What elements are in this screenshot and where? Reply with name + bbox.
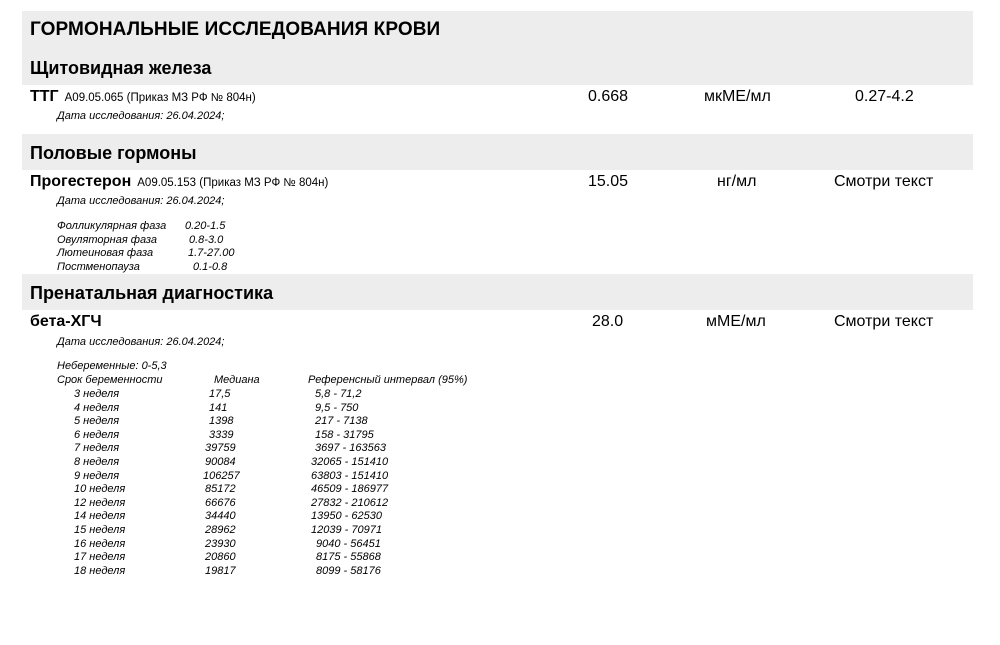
- week-cell: 14 неделя: [74, 510, 126, 523]
- week-cell: 9 неделя: [74, 469, 120, 482]
- range-cell: 3697 - 163563: [315, 442, 386, 455]
- table-row: [0, 456, 600, 470]
- median-cell: 20860: [205, 551, 236, 564]
- median-cell: 66676: [205, 496, 236, 509]
- week-cell: 15 неделя: [74, 524, 126, 536]
- range-cell: 27832 - 210612: [311, 496, 389, 509]
- median-cell: 106257: [203, 469, 240, 482]
- median-cell: 23930: [205, 537, 236, 550]
- phase-range: 1.7-27.00: [188, 247, 235, 259]
- phase-range: 0.1-0.8: [193, 261, 228, 273]
- table-row: [0, 565, 600, 579]
- table-row: [0, 524, 600, 538]
- table-row: [0, 551, 600, 565]
- median-cell: 17,5: [209, 388, 231, 400]
- test-name-tsh-label: ТТГ: [30, 88, 59, 105]
- table-row: [0, 429, 600, 443]
- reference-bhcg: Смотри текст: [834, 313, 934, 330]
- range-cell: 13950 - 62530: [311, 510, 382, 523]
- table-row: [0, 483, 600, 497]
- range-cell: 9,5 - 750: [315, 401, 359, 414]
- table-header-cell: Срок беременности: [57, 374, 163, 386]
- range-cell: 158 - 31795: [315, 428, 374, 441]
- table-row: [0, 497, 600, 511]
- week-cell: 12 неделя: [74, 496, 126, 509]
- section-title-thyroid: Щитовидная железа: [30, 58, 212, 78]
- section-title-sex-hormones: Половые гормоны: [30, 143, 197, 163]
- unit-bhcg: мМЕ/мл: [706, 313, 766, 330]
- table-header-cell: Медиана: [214, 374, 260, 386]
- phase-label: Овуляторная фаза: [57, 234, 157, 246]
- week-cell: 10 неделя: [74, 483, 126, 496]
- week-cell: 16 неделя: [74, 537, 126, 550]
- median-cell: 85172: [205, 483, 236, 496]
- table-row: [0, 442, 600, 456]
- unit-tsh: мкМЕ/мл: [704, 88, 771, 105]
- section-title-prenatal: Пренатальная диагностика: [30, 283, 274, 303]
- range-cell: 8175 - 55868: [316, 551, 381, 564]
- median-cell: 39759: [205, 442, 236, 455]
- test-code-progesterone: А09.05.153 (Приказ МЗ РФ № 804н): [137, 177, 329, 189]
- median-cell: 3339: [209, 428, 234, 441]
- range-cell: 63803 - 151410: [311, 469, 389, 482]
- table-header: [0, 374, 600, 388]
- test-name-progesterone-label: Прогестерон: [30, 173, 132, 190]
- range-cell: 8099 - 58176: [316, 564, 381, 577]
- range-cell: 9040 - 56451: [316, 537, 381, 550]
- phase-label: Постменопауза: [57, 261, 140, 273]
- test-name-bhcg: бета-ХГЧ: [30, 313, 102, 330]
- week-cell: 17 неделя: [74, 551, 126, 564]
- phase-range: 0.8-3.0: [189, 234, 224, 246]
- test-code-tsh: А09.05.065 (Приказ МЗ РФ № 804н): [64, 92, 256, 104]
- table-row: [0, 415, 600, 429]
- range-cell: 32065 - 151410: [311, 456, 389, 468]
- unit-progesterone: нг/мл: [717, 173, 757, 190]
- date-progesterone: Дата исследования: 26.04.2024;: [57, 195, 225, 207]
- table-row: [0, 388, 600, 402]
- report-title: ГОРМОНАЛЬНЫЕ ИССЛЕДОВАНИЯ КРОВИ: [30, 19, 441, 40]
- median-cell: 34440: [205, 510, 236, 523]
- date-tsh: Дата исследования: 26.04.2024;: [57, 110, 225, 122]
- median-cell: 141: [209, 401, 228, 414]
- table-header-cell: Референсный интервал (95%): [308, 374, 468, 386]
- result-value-bhcg: 28.0: [592, 313, 624, 330]
- reference-progesterone: Смотри текст: [834, 173, 934, 190]
- table-row: [0, 470, 600, 484]
- median-cell: 19817: [205, 564, 236, 577]
- week-cell: 6 неделя: [74, 428, 120, 441]
- week-cell: 4 неделя: [74, 401, 120, 414]
- table-row: [0, 538, 600, 552]
- non-pregnant-reference: Небеременные: 0-5,3: [57, 360, 167, 372]
- date-bhcg: Дата исследования: 26.04.2024;: [57, 336, 225, 348]
- range-cell: 5,8 - 71,2: [315, 388, 362, 400]
- median-cell: 90084: [205, 456, 236, 468]
- table-row: [0, 510, 600, 524]
- result-value-tsh: 0.668: [588, 88, 629, 105]
- week-cell: 7 неделя: [74, 442, 120, 455]
- test-name-progesterone: [30, 173, 328, 191]
- table-row: [0, 402, 600, 416]
- median-cell: 28962: [205, 524, 236, 536]
- phase-label: Лютеиновая фаза: [57, 247, 154, 259]
- result-value-progesterone: 15.05: [588, 173, 629, 190]
- week-cell: 5 неделя: [74, 415, 120, 428]
- reference-tsh: 0.27-4.2: [855, 88, 914, 105]
- range-cell: 12039 - 70971: [311, 524, 382, 536]
- week-cell: 8 неделя: [74, 456, 120, 468]
- phase-range: 0.20-1.5: [185, 220, 226, 232]
- median-cell: 1398: [209, 415, 234, 428]
- range-cell: 217 - 7138: [315, 415, 368, 428]
- week-cell: 3 неделя: [74, 388, 120, 400]
- phase-label: Фолликулярная фаза: [57, 220, 167, 232]
- test-name-tsh: [30, 88, 256, 106]
- range-cell: 46509 - 186977: [311, 483, 389, 496]
- week-cell: 18 неделя: [74, 564, 126, 577]
